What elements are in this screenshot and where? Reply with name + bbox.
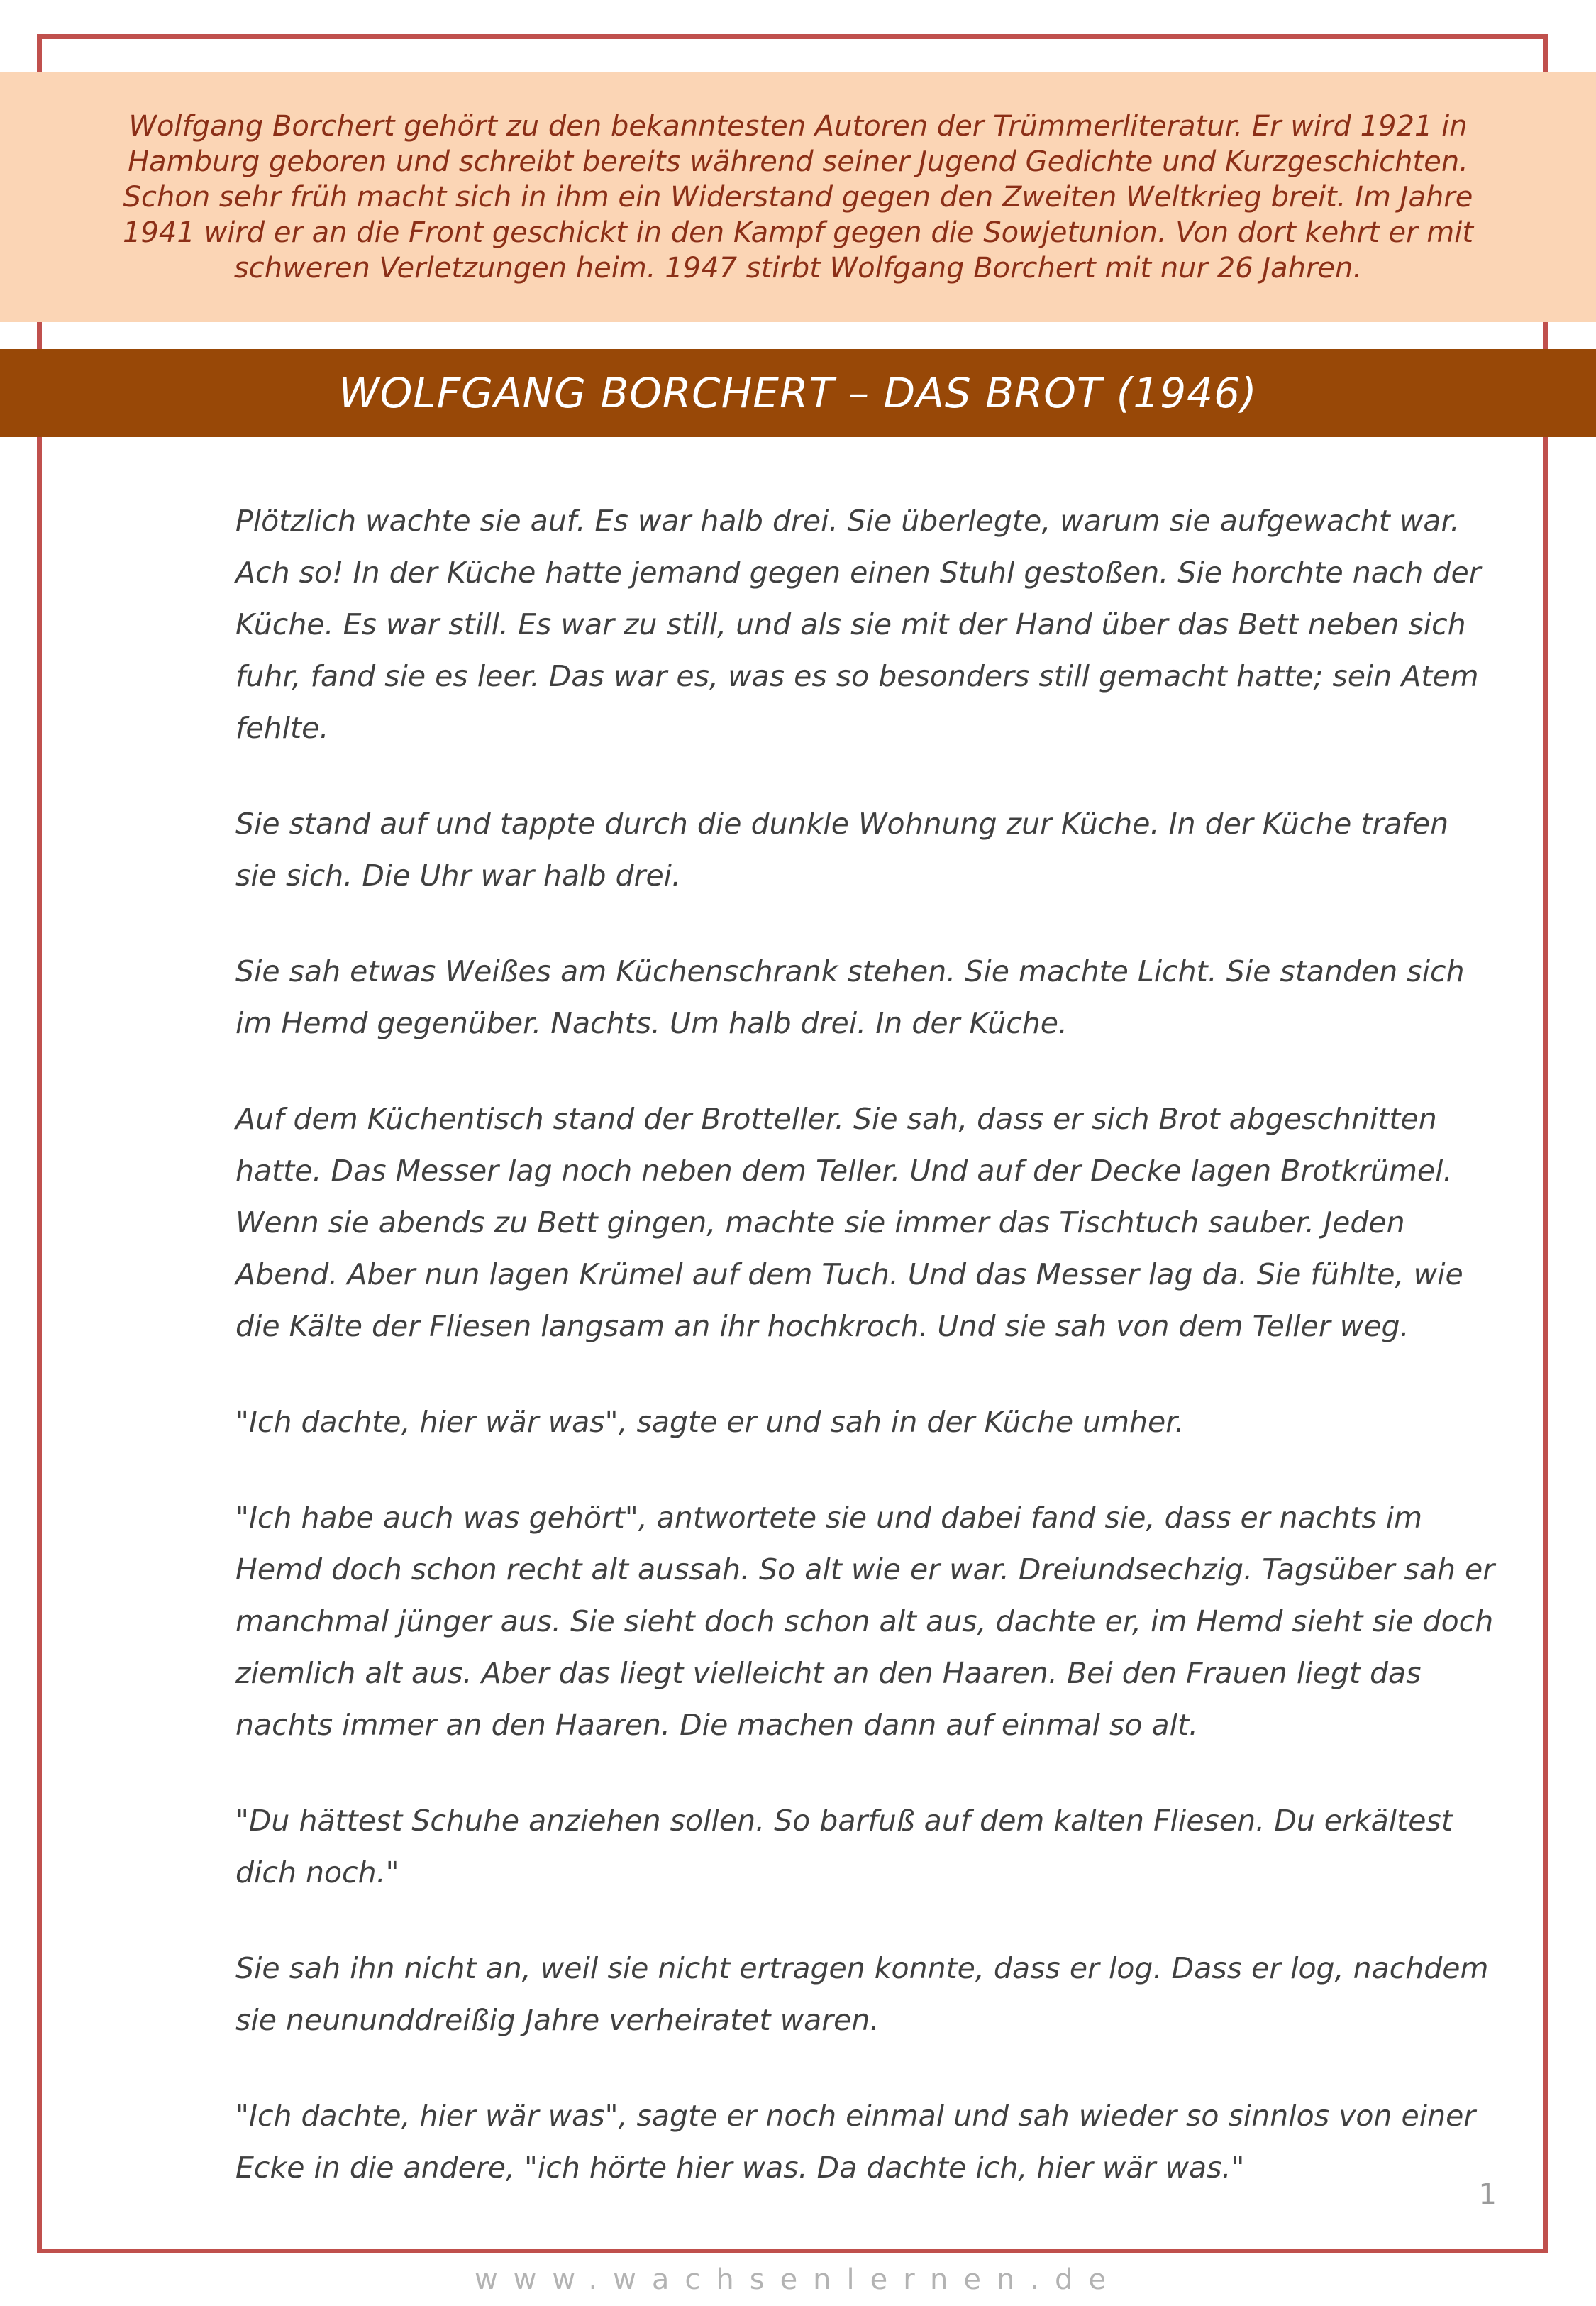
page-title: WOLFGANG BORCHERT – DAS BROT (1946) [338, 369, 1258, 417]
story-paragraph: Auf dem Küchentisch stand der Brotteller. Sie sah, dass er sich Brot abgeschnitten hatte. Das Messer lag noch neben dem Teller. Und auf der Decke lagen Brotkrümel. Wenn sie abends zu Bett gingen, machte sie immer das Tischtuch sauber. Jeden Abend. Aber nun lagen Krümel auf dem Tuch. Und das Messer lag da. Sie fühlte, wie die Kälte der Fliesen langsam an ihr hochkroch. Und sie sah von dem Teller weg. [235, 1102, 1463, 1343]
story-paragraph: Sie sah ihn nicht an, weil sie nicht ertragen konnte, dass er log. Dass er log, nachdem sie neununddreißig Jahre verheiratet waren. [235, 1951, 1489, 2037]
page-number: 1 [1478, 2178, 1497, 2211]
story-paragraph: "Ich habe auch was gehört", antwortete sie und dabei fand sie, dass er nachts im Hemd doch schon recht alt aussah. So alt wie er war. Dreiundsechzig. Tagsüber sah er manchmal jünger aus. Sie sieht doch schon alt aus, dachte er, im Hemd sieht sie doch ziemlich alt aus. Aber das liegt vielleicht an den Haaren. Bei den Frauen liegt das nachts immer an den Haaren. Die machen dann auf einmal so alt. [235, 1501, 1495, 1742]
story-paragraph: Plötzlich wachte sie auf. Es war halb drei. Sie überlegte, warum sie aufgewacht war. Ach so! In der Küche hatte jemand gegen einen Stuhl gestoßen. Sie horchte nach der Küche. Es war still. Es war zu still, und als sie mit der Hand über das Bett neben sich fuhr, fand sie es leer. Das war es, was es so besonders still gemacht hatte; sein Atem fehlte. [235, 504, 1481, 745]
story-paragraph: Sie sah etwas Weißes am Küchenschrank stehen. Sie machte Licht. Sie standen sich im Hemd gegenüber. Nachts. Um halb drei. In der Küche. [235, 954, 1465, 1040]
intro-text: Wolfgang Borchert gehört zu den bekanntesten Autoren der Trümmerliteratur. Er wird 1921 in Hamburg geboren und schreibt bereits während seiner Jugend Gedichte und Kurzgeschichten. Schon sehr früh macht sich in ihm ein Widerstand gegen den Zweiten Weltkrieg breit. Im Jahre 1941 wird er an die Front geschickt in den Kampf gegen die Sowjetunion. Von dort kehrt er mit schweren Verletzungen heim. 1947 stirbt Wolfgang Borchert mit nur 26 Jahren. [122, 110, 1474, 285]
story-paragraph: "Ich dachte, hier wär was", sagte er noch einmal und sah wieder so sinnlos von einer Ecke in die andere, "ich hörte hier was. Da dachte ich, hier wär was." [235, 2099, 1476, 2185]
intro-banner [0, 72, 1596, 322]
story-paragraph: "Ich dachte, hier wär was", sagte er und sah in der Küche umher. [235, 1405, 1185, 1439]
story-paragraph: "Du hättest Schuhe anziehen sollen. So barfuß auf dem kalten Fliesen. Du erkältest dich noch." [235, 1804, 1453, 1890]
story-text [235, 495, 1498, 2238]
footer-website: www.wachsenlernen.de [474, 2263, 1122, 2296]
title-banner [0, 349, 1596, 437]
story-paragraph: Sie stand auf und tappte durch die dunkle Wohnung zur Küche. In der Küche trafen sie sich. Die Uhr war halb drei. [235, 807, 1449, 893]
